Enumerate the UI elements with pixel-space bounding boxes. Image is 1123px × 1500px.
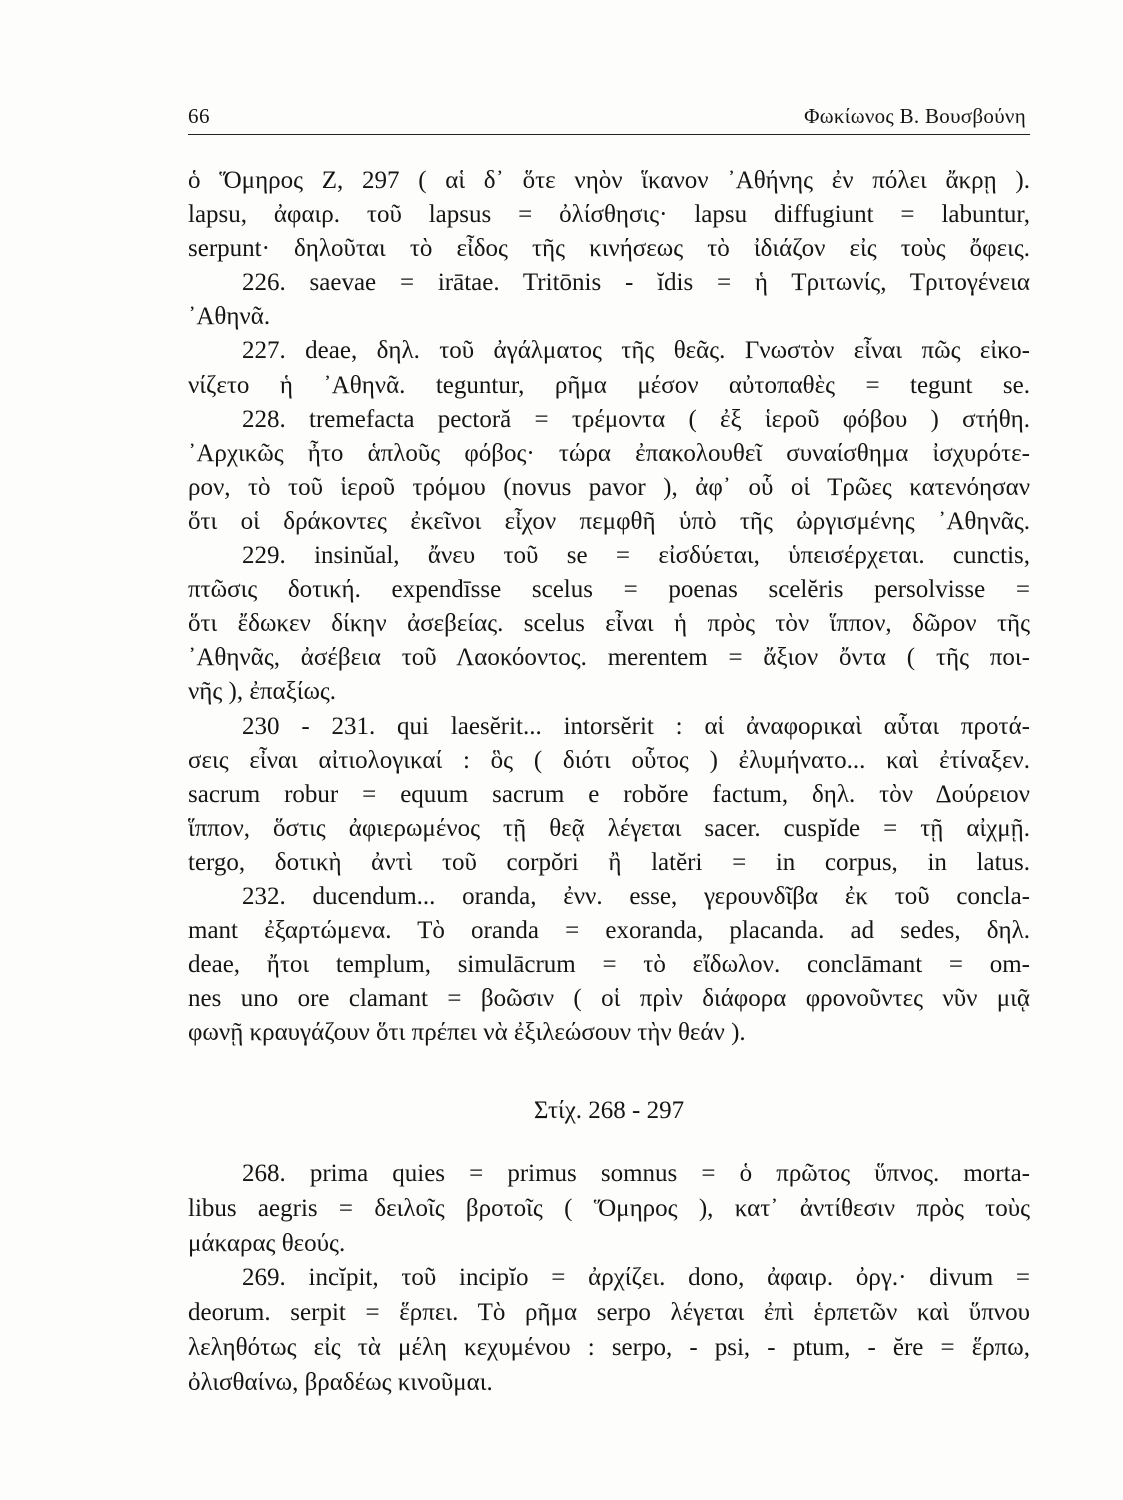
text-line: ὀλισθαίνω, βραδέως κινοῦμαι.: [188, 1368, 493, 1396]
text-line: 227. deae, δηλ. τοῦ ἀγάλματος τῆς θεᾶς. Γνωστὸν εἶναι πῶς εἰκο-: [242, 337, 1030, 365]
text-line: ὅτι οἱ δράκοντες ἐκεῖνοι εἶχον πεμφθῆ ὑπὸ τῆς ὠργισμένης ᾽Αθηνᾶς.: [188, 507, 1030, 535]
section-heading: Στίχ. 268 - 297: [533, 1097, 685, 1124]
text-line: ᾽Αρχικῶς ἦτο ἁπλοῦς φόβος· τώρα ἐπακολουθεῖ συναίσθημα ἰσχυρότε-: [188, 439, 1030, 467]
header-rule: [188, 134, 1030, 135]
text-line: deae, ἤτοι templum, simulācrum = τὸ εἴδωλον. conclāmant = om-: [188, 951, 1030, 979]
text-line: πτῶσις δοτική. expendīsse scelus = poenas scelĕris persolvisse =: [188, 576, 1030, 604]
text-line: 226. saevae = irātae. Tritōnis - ĭdis = ἡ Τριτωνίς, Τριτογένεια: [242, 269, 1030, 297]
text-line: 228. tremefacta pectoră = τρέμοντα ( ἐξ ἱεροῦ φόβου ) στήθη.: [242, 405, 1030, 433]
text-line: 268. prima quies = primus somnus = ὁ πρῶτος ὕπνος. morta-: [242, 1160, 1030, 1187]
text-line: ρον, τὸ τοῦ ἱεροῦ τρόμου (novus pavor ), ἀφ᾽ οὗ οἱ Τρῶες κατενόησαν: [188, 473, 1030, 501]
text-line: lapsu, ἀφαιρ. τοῦ lapsus = ὀλίσθησις· lapsu diffugiunt = labuntur,: [188, 201, 1030, 229]
text-line: tergo, δοτικὴ ἀντὶ τοῦ corpŏri ἢ latĕri = in corpus, in latus.: [188, 848, 1030, 876]
text-line: libus aegris = δειλοῖς βροτοῖς ( Ὅμηρος ), κατ᾽ ἀντίθεσιν πρὸς τοὺς: [188, 1194, 1030, 1222]
text-line: φωνῇ κραυγάζουν ὅτι πρέπει νὰ ἐξιλεώσουν τὴν θεάν ).: [188, 1019, 746, 1047]
text-line: 230 - 231. qui laesĕrit... intorsĕrit : αἱ ἀναφορικαὶ αὗται προτά-: [242, 712, 1030, 740]
commentary-block-2: [188, 1157, 1030, 1401]
text-line: μάκαρας θεούς.: [188, 1229, 346, 1257]
text-line: 229. insinŭal, ἄνευ τοῦ se = εἰσδύεται, ὑπεισέρχεται. cunctis,: [242, 542, 1030, 570]
text-line: ᾽Αθηνᾶ.: [188, 303, 271, 331]
text-line: sacrum robur = equum sacrum e robŏre factum, δηλ. τὸν Δούρειον: [188, 780, 1030, 808]
text-line: serpunt· δηλοῦται τὸ εἶδος τῆς κινήσεως τὸ ἰδιάζον εἰς τοὺς ὄφεις.: [188, 235, 1030, 263]
text-line: σεις εἶναι αἰτιολογικαί : ὃς ( διότι οὗτος ) ἐλυμήνατο... καὶ ἐτίναξεν.: [188, 746, 1030, 774]
text-line: λεληθότως εἰς τὰ μέλη κεχυμένου : serpo, - psi, - ptum, - ĕre = ἕρπω,: [188, 1333, 1030, 1361]
text-line: ἵππον, ὅστις ἀφιερωμένος τῇ θεᾷ λέγεται sacer. cuspĭde = τῇ αἰχμῇ.: [188, 814, 1030, 842]
text-line: νῆς ), ἐπαξίως.: [188, 678, 337, 706]
text-line: nes uno ore clamant = βοῶσιν ( οἱ πρὶν διάφορα φρονοῦντες νῦν μιᾷ: [188, 985, 1030, 1013]
text-line: 232. ducendum... oranda, ἐνν. esse, γερουνδῖβα ἐκ τοῦ concla-: [242, 882, 1030, 910]
text-line: νίζετο ἡ ᾽Αθηνᾶ. teguntur, ρῆμα μέσον αὐτοπαθὲς = tegunt se.: [188, 371, 1030, 399]
text-line: ὁ Ὅμηρος Ζ, 297 ( αἱ δ᾽ ὅτε νηὸν ἵκανον ᾽Αθήνης ἐν πόλει ἄκρῃ ).: [188, 167, 1030, 194]
running-head: Φωκίωνος Β. Βουσβούνη: [804, 104, 1026, 128]
text-line: deorum. serpit = ἕρπει. Τὸ ρῆμα serpo λέγεται ἐπὶ ἑρπετῶν καὶ ὕπνου: [188, 1299, 1030, 1327]
text-line: 269. incĭpit, τοῦ incipĭo = ἀρχίζει. dono, ἀφαιρ. ὀργ.· divum =: [242, 1264, 1030, 1292]
text-line: ᾽Αθηνᾶς, ἀσέβεια τοῦ Λαοκόοντος. merentem = ἄξιον ὄντα ( τῆς ποι-: [188, 644, 1030, 672]
commentary-block: [188, 164, 1030, 1050]
page-header: [188, 100, 1030, 132]
text-line: ὅτι ἔδωκεν δίκην ἀσεβείας. scelus εἶναι ἡ πρὸς τὸν ἵππον, δῶρον τῆς: [188, 610, 1030, 638]
page-number: 66: [188, 104, 210, 128]
text-line: mant ἐξαρτώμενα. Τὸ oranda = exoranda, placanda. ad sedes, δηλ.: [188, 917, 1030, 945]
